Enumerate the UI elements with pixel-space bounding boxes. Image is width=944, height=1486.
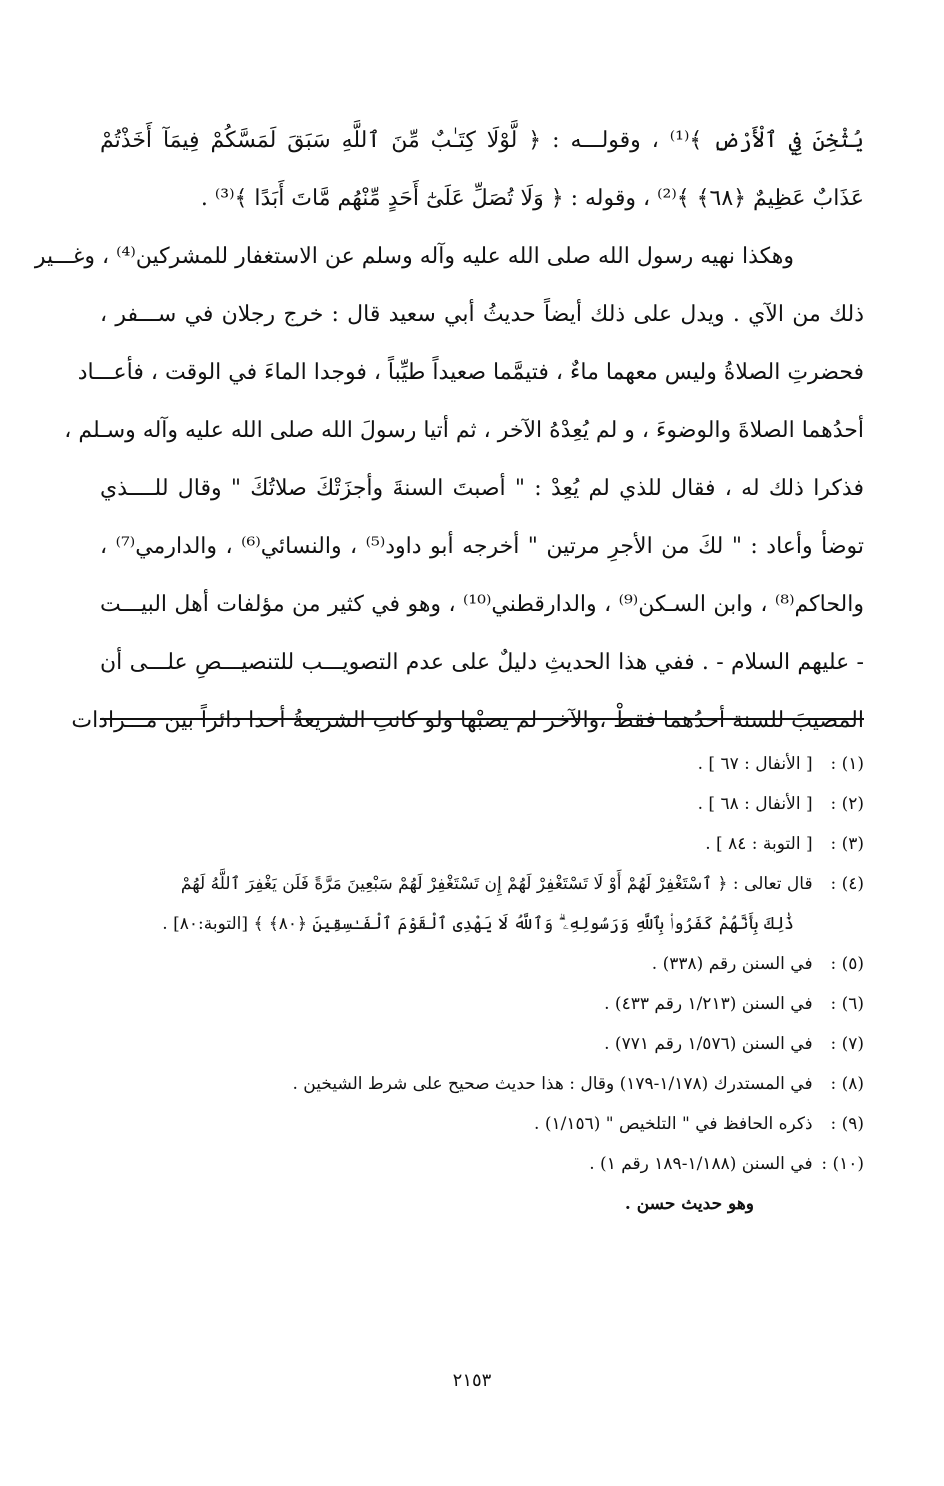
- footnote-number: (٢) :: [830, 794, 864, 814]
- footnote-text: وهو حديث حسن .: [624, 1194, 754, 1214]
- body-line: فحضرتِ الصلاةُ وليس معهما ماءٌ ، فتيمَّما صعيداً طيِّباً ، فوجدا الماءَ في الوقت ، فأعـــاد: [77, 360, 864, 385]
- footnote-text: في السنن (١/٥٧٦ رقم ٧٧١) .: [604, 1034, 813, 1054]
- footnote: [100, 744, 864, 784]
- footnote: [100, 784, 864, 824]
- footnote-number: (٨) :: [830, 1074, 864, 1094]
- footnote-continuation: [100, 1184, 864, 1224]
- body-text: [34, 112, 864, 750]
- footnote-text: [ الأنفال : ٦٧ ] .: [697, 754, 813, 774]
- body-line: يُثْخِنَ فِي ٱلْأَرْضِ ﴾⁽¹⁾ ، وقولـــه : ﴿ لَّوْلَا كِتَـٰبٌ مِّنَ ٱللَّهِ سَبَقَ لَمَسَّكُمْ فِيمَآ أَخَذْتُمْ: [100, 128, 864, 153]
- footnote-text: قال تعالى : ﴿ ٱسْتَغْفِرْ لَهُمْ أَوْ لَا تَسْتَغْفِرْ لَهُمْ إِن تَسْتَغْفِرْ لَهُمْ سَبْعِينَ مَرَّةً فَلَن يَغْفِرَ ٱللَّهُ لَهُمْ: [180, 874, 813, 894]
- footnote-text: في المستدرك (١/١٧٨-١٧٩) وقال : هذا حديث صحيح على شرط الشيخين .: [292, 1074, 813, 1094]
- footnote: [100, 944, 864, 984]
- footnotes: [100, 744, 864, 1224]
- footnote-number: (٣) :: [830, 834, 864, 854]
- body-line: - عليهم السلام - . ففي هذا الحديثِ دليلٌ على عدم التصويـــب للتنصيـــصِ علـــى أن: [100, 650, 864, 675]
- footnote: [100, 824, 864, 864]
- body-line: فذكرا ذلك له ، فقال للذي لم يُعِدْ : " أصبتَ السنةَ وأجزَتْكَ صلاتُكَ " وقال للــــذي: [100, 476, 864, 501]
- footnote: [100, 1144, 864, 1184]
- footnote-number: (٦) :: [830, 994, 864, 1014]
- footnote-text: ذَٰلِكَ بِأَنَّهُمْ كَفَرُوا۟ بِٱللَّهِ وَرَسُولِهِۦ ۗ وَٱللَّهُ لَا يَهْدِى ٱلْقَوْمَ ٱلْفَـٰسِقِينَ ﴿٨٠﴾ ﴾ [التوبة:٨٠] .: [162, 914, 794, 934]
- footnote-number: (٤) :: [830, 874, 864, 894]
- footnote-number: (٧) :: [830, 1034, 864, 1054]
- footnote-number: (١) :: [830, 754, 864, 774]
- footnote-text: ذكره الحافظ في " التلخيص " (١/١٥٦) .: [534, 1114, 813, 1134]
- footnote-text: [ الأنفال : ٦٨ ] .: [697, 794, 813, 814]
- footnote-text: في السنن (١/٢١٣ رقم ٤٣٣) .: [604, 994, 813, 1014]
- body-line: وهكذا نهيه رسول الله صلى الله عليه وآله وسلم عن الاستغفار للمشركين⁽⁴⁾ ، وغـــير: [34, 244, 794, 269]
- footnote-number: (٩) :: [830, 1114, 864, 1134]
- body-line: توضأ وأعاد : " لكَ من الأجرِ مرتين " أخرجه أبو داود⁽⁵⁾ ، والنسائي⁽⁶⁾ ، والدارمي⁽⁷⁾ ،: [100, 534, 864, 559]
- footnote-number: (٥) :: [830, 954, 864, 974]
- footnote-number: (١٠) :: [821, 1154, 864, 1174]
- footnote: [100, 1104, 864, 1144]
- body-line: والحاكم⁽⁸⁾ ، وابن السـكن⁽⁹⁾ ، والدارقطني⁽¹⁰⁾ ، وهو في كثير من مؤلفات أهل البيـــت: [100, 592, 864, 617]
- footnote-divider: [100, 718, 864, 720]
- footnote: [100, 864, 864, 904]
- body-line: ذلك من الآي . ويدل على ذلك أيضاً حديثُ أبي سعيد قال : خرج رجلان في ســـفر ،: [100, 302, 864, 327]
- footnote: [100, 1064, 864, 1104]
- body-line: المصيبَ للسنة أحدُهما فقطْ ،والآخر لم يصبْها ولو كانتِ الشريعةُ أحدا دائراً بين مـــرادات: [71, 708, 864, 733]
- page-number: ٢١٥٣: [452, 1370, 492, 1391]
- footnote-text: في السنن (١/١٨٨-١٨٩ رقم ١) .: [589, 1154, 813, 1174]
- footnote-text: في السنن رقم (٣٣٨) .: [651, 954, 813, 974]
- footnote: [100, 984, 864, 1024]
- footnote: [100, 1024, 864, 1064]
- footnote-text: [ التوبة : ٨٤ ] .: [705, 834, 813, 854]
- body-line: أحدُهما الصلاةَ والوضوءَ ، و لم يُعِدْهُ الآخر ، ثم أتيا رسولَ الله صلى الله عليه وآله وسـلم ،: [64, 418, 864, 443]
- body-line: عَذَابٌ عَظِيمٌ ﴿٦٨﴾ ﴾⁽²⁾ ، وقوله : ﴿ وَلَا تُصَلِّ عَلَىٰٓ أَحَدٍ مِّنْهُم مَّاتَ أَبَدًا ﴾⁽³⁾ .: [200, 186, 864, 211]
- footnote-continuation: [100, 904, 864, 944]
